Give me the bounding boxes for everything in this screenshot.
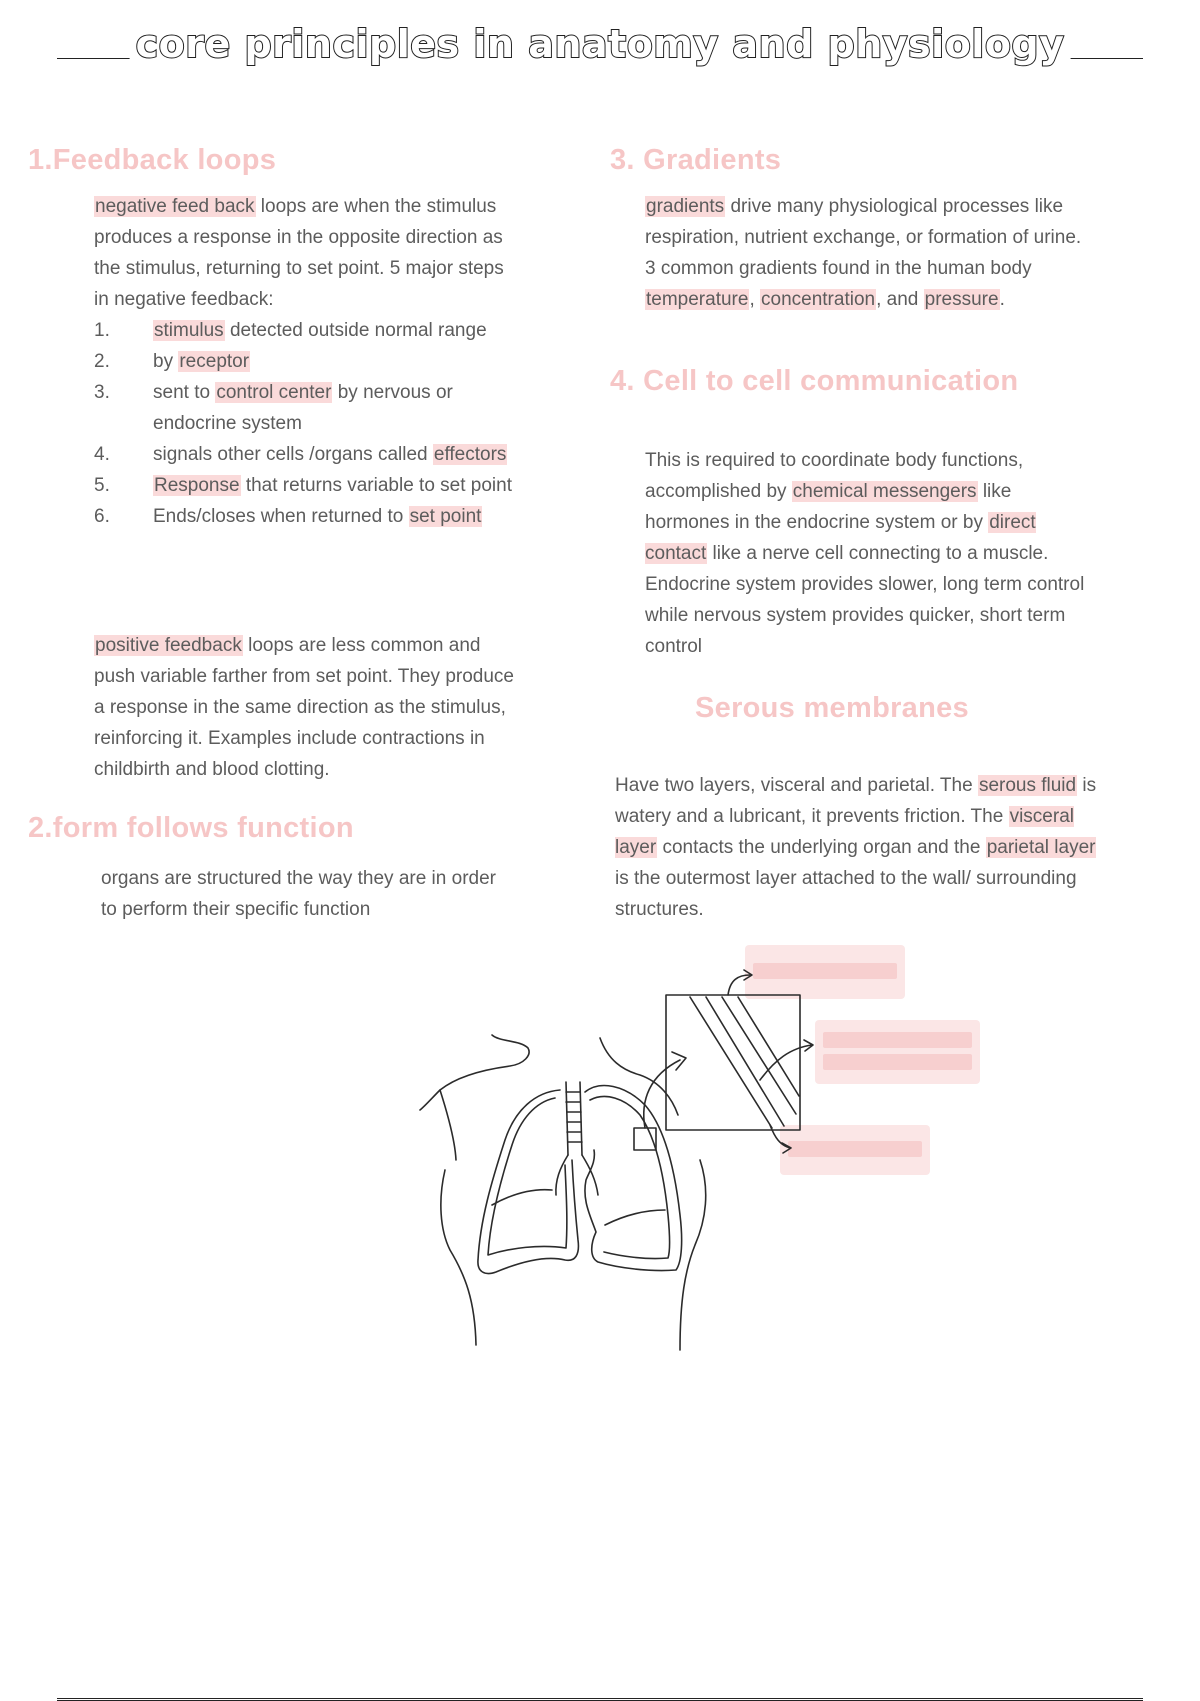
highlight-gradients: gradients	[646, 196, 725, 217]
list-item: 1. stimulus detected outside normal range	[94, 320, 487, 341]
serous-membranes-paragraph: Have two layers, visceral and parietal. The serous fluid is watery and a lubricant, it prevents friction. The visceral layer contacts the underlying organ and the parietal layer is the outermost layer attached to the wall/ surrounding structures.	[615, 775, 1097, 920]
highlight-parietal-layer: parietal layer	[986, 837, 1096, 858]
negative-feedback-text: loops are when the stimulus produces a response in the opposite direction as the stimulus, returning to set point. 5 major steps in negative feedback:	[94, 196, 504, 310]
highlight-positive-feedback: positive feedback	[95, 635, 242, 656]
heading-feedback-loops: 1.Feedback loops	[28, 144, 277, 176]
highlight-negative-feedback: negative feed back	[95, 196, 255, 217]
list-item: 4. signals other cells /organs called effectors	[94, 444, 507, 465]
highlight-control-center: control center	[216, 382, 332, 403]
highlight-serous-fluid: serous fluid	[978, 775, 1077, 796]
highlight-concentration: concentration	[761, 289, 876, 310]
footer-rule	[57, 1698, 1143, 1699]
highlight-receptor: receptor	[179, 351, 250, 372]
heading-serous-membranes: Serous membranes	[695, 692, 969, 724]
page-title: core principles in anatomy and physiology	[130, 22, 1071, 66]
list-item: 5. Response that returns variable to set point	[94, 475, 512, 496]
highlight-chemical-messengers: chemical messengers	[792, 481, 977, 502]
highlight-temperature: temperature	[646, 289, 749, 310]
highlight-set-point: set point	[409, 506, 482, 527]
list-item: 2. by receptor	[94, 351, 250, 372]
gradients-paragraph: gradients drive many physiological processes like respiration, nutrient exchange, or formation of urine. 3 common gradients found in the human body temperature, concentration, and pressure.	[645, 196, 1082, 310]
highlight-stimulus: stimulus	[154, 320, 224, 341]
heading-gradients: 3. Gradients	[610, 144, 782, 176]
cell-communication-paragraph: This is required to coordinate body functions, accomplished by chemical messengers like hormones in the endocrine system or by direct contact like a nerve cell connecting to a muscle. Endocrine system provides slower, long term control while nervous system provides quicker, short term control	[645, 450, 1085, 657]
highlight-direct-contact: direct contact	[645, 512, 1036, 564]
list-item: 6. Ends/closes when returned to set point	[94, 506, 482, 527]
heading-form-follows-function: 2.form follows function	[28, 812, 354, 844]
list-item: 3. sent to control center by nervous or endocrine system	[94, 382, 453, 434]
highlight-effectors: effectors	[433, 444, 507, 465]
highlight-pressure: pressure	[924, 289, 999, 310]
form-follows-function-text: organs are structured the way they are in order to perform their specific function	[101, 868, 496, 920]
highlight-response: Response	[154, 475, 240, 496]
positive-feedback-text: loops are less common and push variable farther from set point. They produce a response in the same direction as the stimulus, reinforcing it. Examples include contractions in childbirth and blood clotting.	[94, 635, 514, 780]
heading-cell-communication: 4. Cell to cell communication	[610, 365, 1019, 397]
highlight-visceral-layer: visceral layer	[615, 806, 1074, 858]
